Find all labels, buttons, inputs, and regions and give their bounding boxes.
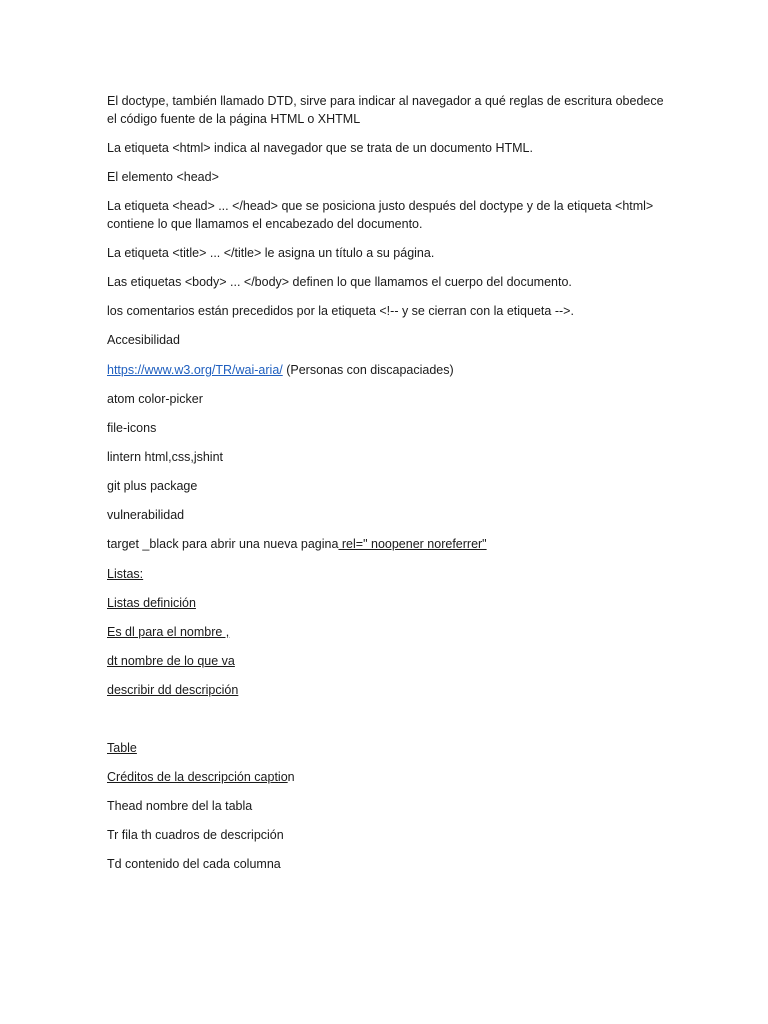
tr-line: Tr fila th cuadros de descripción	[107, 828, 284, 842]
git-plus-item: git plus package	[107, 479, 198, 493]
doctype-paragraph-line-2: el código fuente de la página HTML o XHTML	[107, 112, 361, 126]
dt-line: dt nombre de lo que va	[107, 654, 235, 668]
lists-heading: Listas:	[107, 567, 144, 581]
dl-line: Es dl para el nombre ,	[107, 625, 230, 639]
td-line: Td contenido del cada columna	[107, 857, 281, 871]
vulnerability-heading: vulnerabilidad	[107, 508, 185, 522]
head-tag-paragraph-line-1: La etiqueta <head> ... </head> que se posiciona justo después del doctype y de la etiqueta <html>	[107, 199, 654, 213]
file-icons-item: file-icons	[107, 421, 157, 435]
wai-aria-line	[107, 361, 687, 379]
accessibility-heading: Accesibilidad	[107, 333, 180, 347]
lintern-item: lintern html,css,jshint	[107, 450, 224, 464]
html-tag-paragraph: La etiqueta <html> indica al navegador que se trata de un documento HTML.	[107, 141, 533, 155]
comments-paragraph: los comentarios están precedidos por la etiqueta <!-- y se cierran con la etiqueta -->.	[107, 304, 574, 318]
caption-line	[107, 768, 687, 786]
doctype-paragraph-line-1: El doctype, también llamado DTD, sirve para indicar al navegador a qué reglas de escritura obedece	[107, 94, 664, 108]
table-heading: Table	[107, 741, 137, 755]
caption-line-text: Créditos de la descripción captio	[107, 770, 288, 784]
thead-line: Thead nombre del la tabla	[107, 799, 253, 813]
target-blank-line	[107, 535, 687, 553]
head-element-heading: El elemento <head>	[107, 170, 219, 184]
dd-line: describir dd descripción	[107, 683, 239, 697]
title-tag-paragraph: La etiqueta <title> ... </title> le asigna un título a su página.	[107, 246, 435, 260]
definition-lists-heading: Listas definición	[107, 596, 196, 610]
wai-aria-link[interactable]: https://www.w3.org/TR/wai-aria/	[107, 363, 283, 377]
wai-aria-note: (Personas con discapaciades)	[282, 363, 454, 377]
rel-attribute-text: rel=" noopener noreferrer"	[338, 537, 487, 551]
body-tag-paragraph: Las etiquetas <body> ... </body> definen lo que llamamos el cuerpo del documento.	[107, 275, 572, 289]
head-tag-paragraph-line-2: contiene lo que llamamos el encabezado del documento.	[107, 217, 423, 231]
caption-line-tail: n	[287, 770, 295, 784]
atom-color-picker-item: atom color-picker	[107, 392, 203, 406]
target-blank-text: target _black para abrir una nueva pagina	[107, 537, 339, 551]
